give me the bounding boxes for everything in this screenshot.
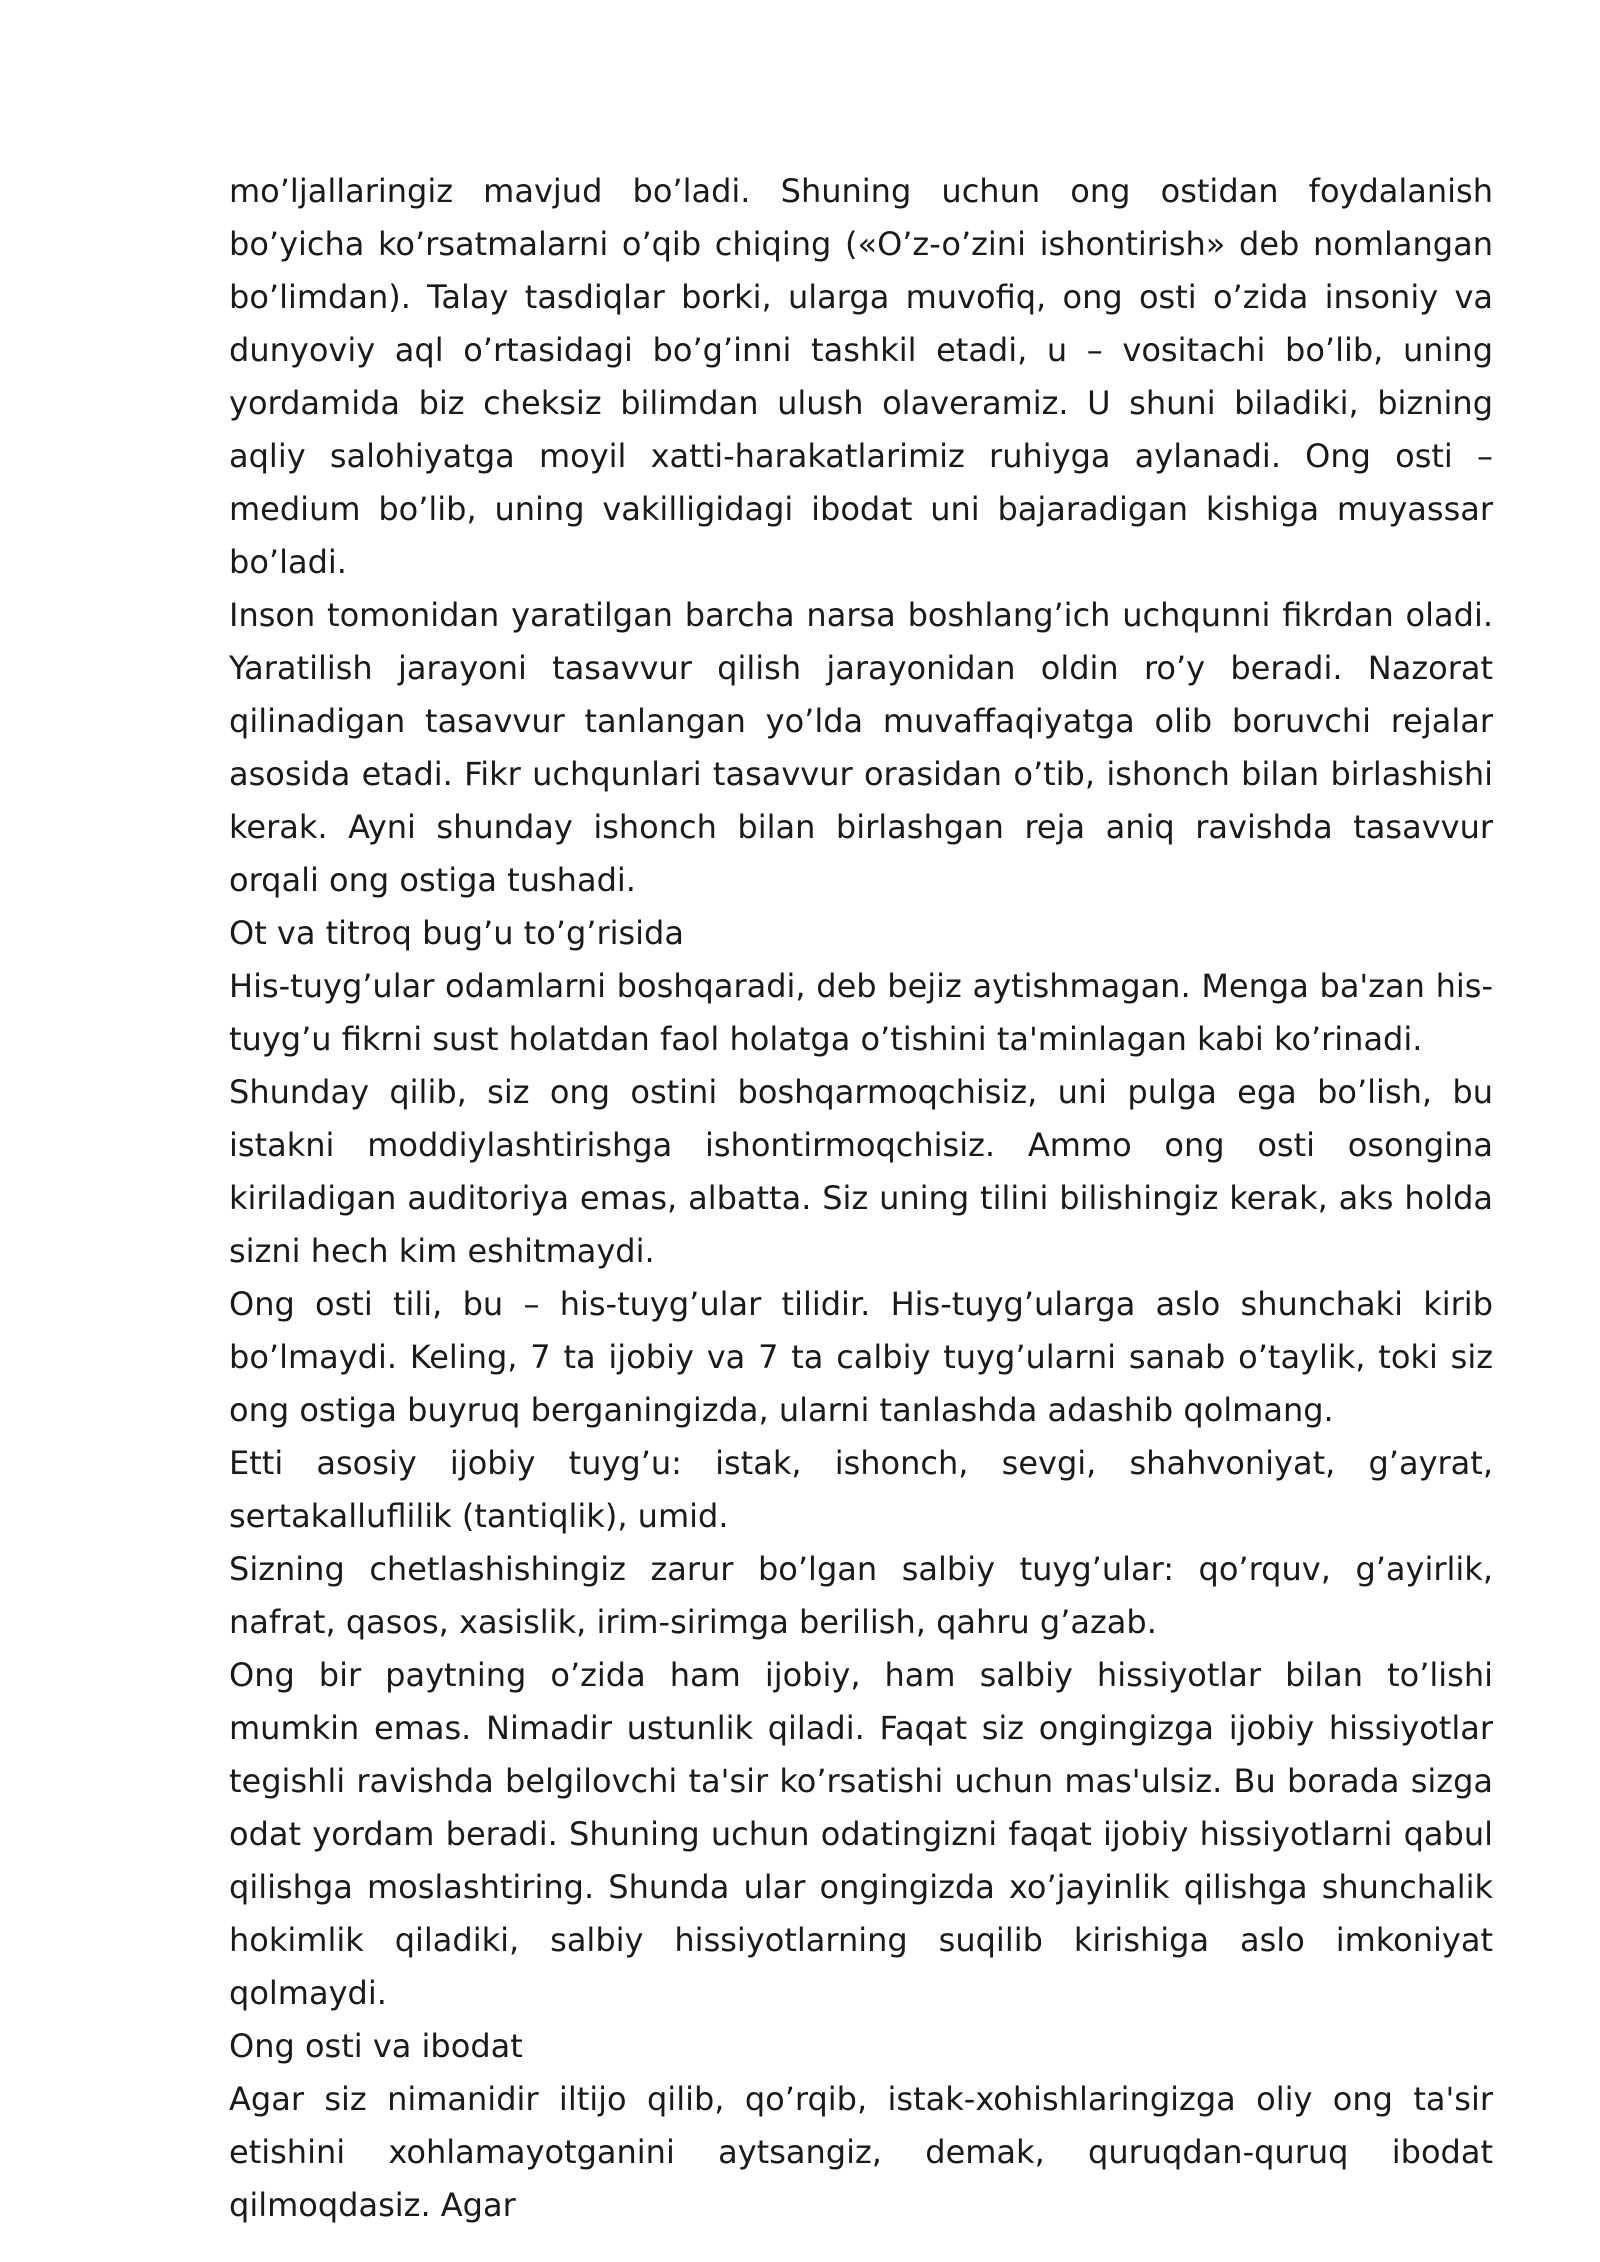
paragraph-habit-of-positive: Ong bir paytning o’zida ham ijobiy, ham salbiy hissiyotlar bilan to’lishi mumkin emas. Nimadir ustunlik qiladi. Faqat siz ongingizga ijobiy hissiyotlar tegishli ravishda belgilovchi ta'sir ko’rsatishi uchun mas'ulsiz. Bu borada sizga odat yordam beradi. Shuning uchun odatingizni faqat ijobiy hissiyotlarni qabul qilishga moslashtiring. Shunda ular ongingizda xo’jayinlik qilishga shunchalik hokimlik qiladiki, salbiy hissiyotlarning suqilib kirishiga aslo imkoniyat qolmaydi. bbox=[229, 1656, 1493, 2012]
paragraph-control-subconscious: Shunday qilib, siz ong ostini boshqarmoqchisiz, uni pulga ega bo’lish, bu istakni moddiylashtirishga ishontirmoqchisiz. Ammo ong osti osongina kiriladigan auditoriya emas, albatta. Siz uning tilini bilishingiz kerak, aks holda sizni hech kim eshitmaydi. bbox=[229, 1073, 1493, 1270]
paragraph-imagination-creation: Inson tomonidan yaratilgan barcha narsa boshlang’ich uchqunni fikrdan oladi. Yaratilish jarayoni tasavvur qilish jarayonidan oldin ro’y beradi. Nazorat qilinadigan tasavvur tanlangan yo’lda muvaffaqiyatga olib boruvchi rejalar asosida etadi. Fikr uchqunlari tasavvur orasidan o’tib, ishonch bilan birlashishi kerak. Ayni shunday ishonch bilan birlashgan reja aniq ravishda tasavvur orqali ong ostiga tushadi. bbox=[229, 596, 1493, 899]
section-heading-subconscious-and-prayer: Ong osti va ibodat bbox=[229, 2027, 523, 2065]
paragraph-positive-emotions: Etti asosiy ijobiy tuyg’u: istak, ishonch, sevgi, shahvoniyat, g’ayrat, sertakalluflilik (tantiqlik), umid. bbox=[229, 1444, 1493, 1535]
paragraph-negative-emotions: Sizning chetlashishingiz zarur bo’lgan salbiy tuyg’ular: qo’rquv, g’ayirlik, nafrat, qasos, xasislik, irim-sirimga berilish, qahru g’azab. bbox=[229, 1550, 1493, 1641]
paragraph-subconscious-mediator: mo’ljallaringiz mavjud bo’ladi. Shuning uchun ong ostidan foydalanish bo’yicha ko’rsatmalarni o’qib chiqing («O’z-o’zini ishontirish» deb nomlangan bo’limdan). Talay tasdiqlar borki, ularga muvofiq, ong osti o’zida insoniy va dunyoviy aql o’rtasidagi bo’g’inni tashkil etadi, u – vositachi bo’lib, uning yordamida biz cheksiz bilimdan ulush olaveramiz. U shuni biladiki, bizning aqliy salohiyatga moyil xatti-harakatlarimiz ruhiyga aylanadi. Ong osti – medium bo’lib, uning vakilligidagi ibodat uni bajaradigan kishiga muyassar bo’ladi. bbox=[229, 172, 1493, 581]
section-heading-horse-and-reindeer: Ot va titroq bug’u to’g’risida bbox=[229, 914, 684, 952]
paragraph-emotions-control: His-tuyg’ular odamlarni boshqaradi, deb bejiz aytishmagan. Menga ba'zan his-tuyg’u fikrni sust holatdan faol holatga o’tishini ta'minlagan kabi ko’rinadi. bbox=[229, 967, 1493, 1058]
paragraph-prayer: Agar siz nimanidir iltijo qilib, qo’rqib, istak-xohishlaringizga oliy ong ta'sir etishini xohlamayotganini aytsangiz, demak, quruqdan-quruq ibodat qilmoqdasiz. Agar bbox=[229, 2080, 1493, 2224]
document-body bbox=[229, 165, 1493, 2232]
paragraph-language-of-emotions: Ong osti tili, bu – his-tuyg’ular tilidir. His-tuyg’ularga aslo shunchaki kirib bo’lmaydi. Keling, 7 ta ijobiy va 7 ta calbiy tuyg’ularni sanab o’taylik, toki siz ong ostiga buyruq berganingizda, ularni tanlashda adashib qolmang. bbox=[229, 1285, 1493, 1429]
